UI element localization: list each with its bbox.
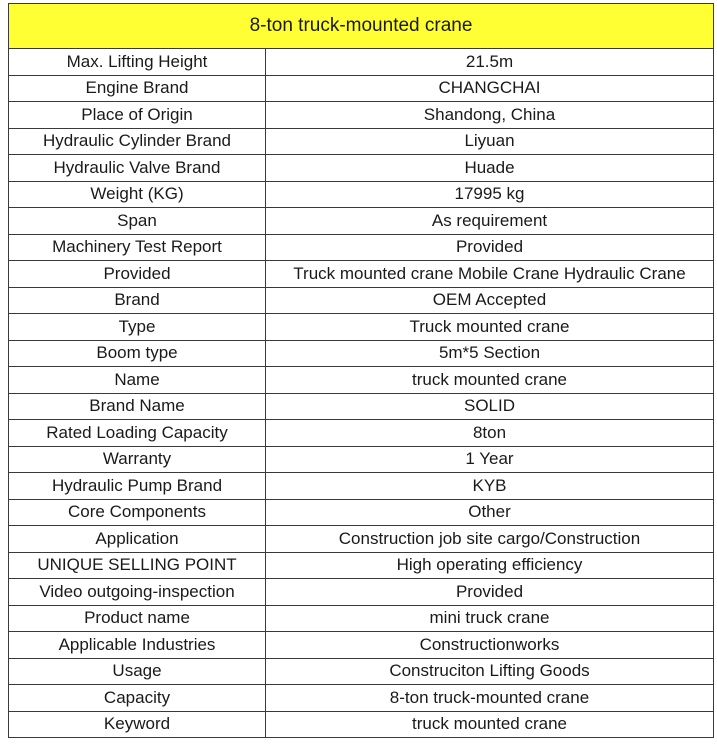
- spec-label-cell: Provided: [9, 261, 266, 288]
- spec-value-cell: Liyuan: [266, 128, 714, 155]
- spec-label-cell: Place of Origin: [9, 102, 266, 129]
- spec-value-cell: Truck mounted crane Mobile Crane Hydraulic Crane: [266, 261, 714, 288]
- table-row: [9, 552, 714, 579]
- spec-value-cell: CHANGCHAI: [266, 75, 714, 102]
- table-row: [9, 128, 714, 155]
- table-row: [9, 711, 714, 738]
- table-row: [9, 261, 714, 288]
- table-row: [9, 367, 714, 394]
- spec-value-cell: Shandong, China: [266, 102, 714, 129]
- spec-label-cell: Capacity: [9, 685, 266, 712]
- spec-label-cell: Hydraulic Cylinder Brand: [9, 128, 266, 155]
- spec-value-cell: SOLID: [266, 393, 714, 420]
- table-row: [9, 420, 714, 447]
- spec-label-cell: Engine Brand: [9, 75, 266, 102]
- table-row: [9, 287, 714, 314]
- table-title: 8-ton truck-mounted crane: [9, 4, 714, 49]
- spec-value-cell: OEM Accepted: [266, 287, 714, 314]
- table-row: [9, 102, 714, 129]
- table-row: [9, 75, 714, 102]
- spec-value-cell: Truck mounted crane: [266, 314, 714, 341]
- spec-value-cell: truck mounted crane: [266, 711, 714, 738]
- spec-label-cell: UNIQUE SELLING POINT: [9, 552, 266, 579]
- spec-label-cell: Keyword: [9, 711, 266, 738]
- spec-value-cell: Other: [266, 499, 714, 526]
- spec-label-cell: Warranty: [9, 446, 266, 473]
- spec-label-cell: Max. Lifting Height: [9, 49, 266, 76]
- spec-label-cell: Name: [9, 367, 266, 394]
- spec-label-cell: Video outgoing-inspection: [9, 579, 266, 606]
- spec-value-cell: 17995 kg: [266, 181, 714, 208]
- spec-label-cell: Core Components: [9, 499, 266, 526]
- spec-value-cell: mini truck crane: [266, 605, 714, 632]
- spec-value-cell: 21.5m: [266, 49, 714, 76]
- spec-value-cell: Huade: [266, 155, 714, 182]
- table-row: [9, 155, 714, 182]
- spec-label-cell: Rated Loading Capacity: [9, 420, 266, 447]
- table-row: [9, 658, 714, 685]
- spec-value-cell: 1 Year: [266, 446, 714, 473]
- spec-label-cell: Weight (KG): [9, 181, 266, 208]
- spec-label-cell: Machinery Test Report: [9, 234, 266, 261]
- table-row: [9, 632, 714, 659]
- spec-label-cell: Boom type: [9, 340, 266, 367]
- spec-value-cell: Provided: [266, 234, 714, 261]
- spec-value-cell: Constructionworks: [266, 632, 714, 659]
- spec-value-cell: 8-ton truck-mounted crane: [266, 685, 714, 712]
- table-row: [9, 499, 714, 526]
- spec-table: [8, 3, 714, 738]
- table-row: [9, 49, 714, 76]
- spec-value-cell: 5m*5 Section: [266, 340, 714, 367]
- table-row: [9, 181, 714, 208]
- spec-label-cell: Type: [9, 314, 266, 341]
- spec-label-cell: Application: [9, 526, 266, 553]
- spec-label-cell: Hydraulic Pump Brand: [9, 473, 266, 500]
- spec-label-cell: Span: [9, 208, 266, 235]
- spec-value-cell: High operating efficiency: [266, 552, 714, 579]
- table-row: [9, 685, 714, 712]
- spec-label-cell: Brand: [9, 287, 266, 314]
- spec-label-cell: Hydraulic Valve Brand: [9, 155, 266, 182]
- spec-label-cell: Usage: [9, 658, 266, 685]
- table-row: [9, 340, 714, 367]
- spec-label-cell: Applicable Industries: [9, 632, 266, 659]
- spec-value-cell: Construction job site cargo/Construction: [266, 526, 714, 553]
- spec-value-cell: Provided: [266, 579, 714, 606]
- spec-value-cell: As requirement: [266, 208, 714, 235]
- table-row: [9, 605, 714, 632]
- spec-value-cell: truck mounted crane: [266, 367, 714, 394]
- spec-table-body: [9, 49, 714, 738]
- spec-value-cell: Construciton Lifting Goods: [266, 658, 714, 685]
- table-row: [9, 314, 714, 341]
- spec-value-cell: KYB: [266, 473, 714, 500]
- spec-label-cell: Brand Name: [9, 393, 266, 420]
- table-row: [9, 208, 714, 235]
- spec-value-cell: 8ton: [266, 420, 714, 447]
- table-row: [9, 473, 714, 500]
- spec-label-cell: Product name: [9, 605, 266, 632]
- title-row: [9, 4, 714, 49]
- table-row: [9, 393, 714, 420]
- table-row: [9, 446, 714, 473]
- table-row: [9, 526, 714, 553]
- table-row: [9, 579, 714, 606]
- table-row: [9, 234, 714, 261]
